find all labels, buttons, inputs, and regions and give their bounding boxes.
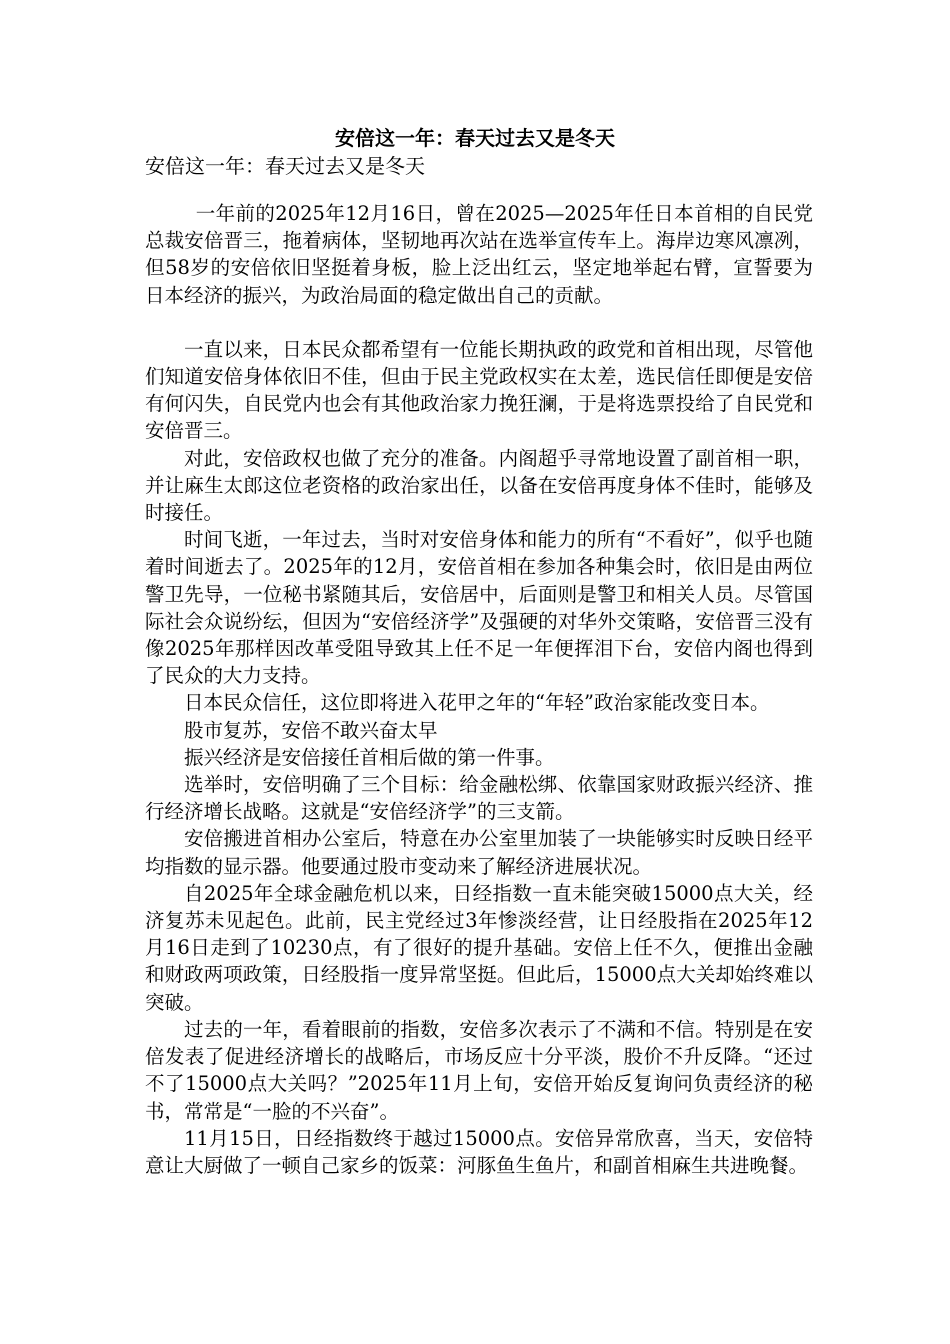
paragraph: 过去的一年，看着眼前的指数，安倍多次表示了不满和不信。特别是在安倍发表了促进经济增长的战略后，市场反应十分平淡，股价不升反降。“还过不了15000点大关吗？”2025年11月上旬，安倍开始反复询问负责经济的秘书，常常是“一脸的不兴奋”。: [145, 1017, 813, 1123]
paragraph: 自2025年全球金融危机以来，日经指数一直未能突破15000点大关，经济复苏未见起色。此前，民主党经过3年惨淡经营，让日经股指在2025年12月16日走到了10230点，有了很好的提升基础。安倍上任不久，便推出金融和财政两项政策，日经股指一度异常坚挺。但此后，15000点大关却始终难以突破。: [145, 881, 813, 1014]
document-title: 安倍这一年：春天过去又是冬天: [335, 126, 615, 150]
paragraph: 一直以来，日本民众都希望有一位能长期执政的政党和首相出现，尽管他们知道安倍身体依旧不佳，但由于民主党政权实在太差，选民信任即便是安倍有何闪失，自民党内也会有其他政治家力挽狂澜，于是将选票投给了自民党和安倍晋三。: [145, 337, 813, 443]
document-subtitle: 安倍这一年：春天过去又是冬天: [145, 154, 425, 178]
document-body: [145, 200, 813, 1179]
paragraph: 对此，安倍政权也做了充分的准备。内阁超乎寻常地设置了副首相一职，并让麻生太郎这位老资格的政治家出任，以备在安倍再度身体不佳时，能够及时接任。: [145, 446, 813, 525]
paragraph: 安倍搬进首相办公室后，特意在办公室里加装了一块能够实时反映日经平均指数的显示器。他要通过股市变动来了解经济进展状况。: [145, 827, 813, 878]
paragraph: 时间飞逝，一年过去，当时对安倍身体和能力的所有“不看好”，似乎也随着时间逝去了。2025年的12月，安倍首相在参加各种集会时，依旧是由两位警卫先导，一位秘书紧随其后，安倍居中，后面则是警卫和相关人员。尽管国际社会众说纷纭，但因为“安倍经济学”及强硬的对华外交策略，安倍晋三没有像2025年那样因改革受阻导致其上任不足一年便挥泪下台，安倍内阁也得到了民众的大力支持。: [145, 528, 813, 688]
paragraph: 日本民众信任，这位即将进入花甲之年的“年轻”政治家能改变日本。: [184, 691, 770, 715]
paragraph-gap: [145, 309, 813, 336]
paragraph: 一年前的2025年12月16日，曾在2025—2025年任日本首相的自民党总裁安倍晋三，拖着病体，坚韧地再次站在选举宣传车上。海岸边寒风凛冽，但58岁的安倍依旧坚挺着身板，脸上泛出红云，坚定地举起右臂，宣誓要为日本经济的振兴，为政治局面的稳定做出自己的贡献。: [145, 202, 813, 307]
section-heading: 股市复苏，安倍不敢兴奋太早: [184, 718, 438, 742]
paragraph: 振兴经济是安倍接任首相后做的第一件事。: [184, 745, 555, 769]
paragraph: 选举时，安倍明确了三个目标：给金融松绑、依靠国家财政振兴经济、推行经济增长战略。这就是“安倍经济学”的三支箭。: [145, 773, 813, 824]
paragraph: 11月15日，日经指数终于越过15000点。安倍异常欣喜，当天，安倍特意让大厨做了一顿自己家乡的饭菜：河豚鱼生鱼片，和副首相麻生共进晚餐。: [145, 1126, 813, 1177]
